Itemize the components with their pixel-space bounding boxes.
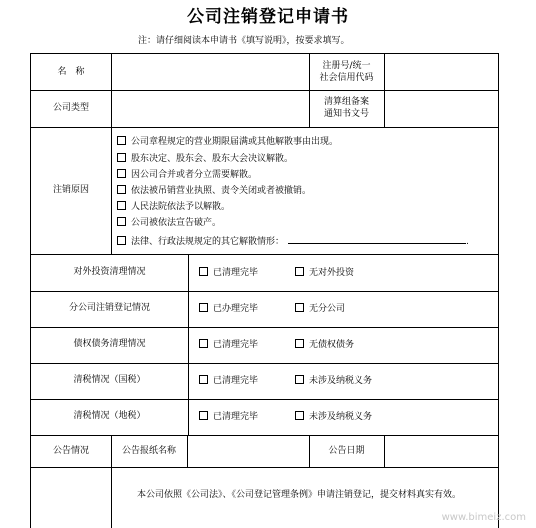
checkbox-icon[interactable] xyxy=(117,217,126,226)
checkbox-icon[interactable] xyxy=(295,375,304,384)
reg-no-label-line2: 社会信用代码 xyxy=(319,73,374,83)
checkbox-icon[interactable] xyxy=(295,267,304,276)
other-reason-blank[interactable] xyxy=(288,234,466,244)
check-option[interactable]: 无对外投资 xyxy=(295,267,354,279)
checkbox-icon[interactable] xyxy=(117,201,126,210)
checkbox-icon[interactable] xyxy=(199,411,208,420)
check-row-label: 债权债务清理情况 xyxy=(73,339,146,349)
notice-label: 公告情况 xyxy=(52,446,89,456)
name-label: 名 称 xyxy=(57,67,85,77)
col-divider xyxy=(188,254,189,435)
checkbox-icon[interactable] xyxy=(199,375,208,384)
notice-paper-label: 公告报纸名称 xyxy=(121,446,176,456)
row-divider xyxy=(31,399,498,400)
row-divider xyxy=(31,254,498,255)
watermark: www.bimeiz.com xyxy=(441,512,526,523)
reason-item[interactable]: 人民法院依法予以解散。 xyxy=(117,201,230,213)
reason-item[interactable]: 公司被依法宣告破产。 xyxy=(117,217,221,229)
declaration-statement: 本公司依照《公司法》、《公司登记管理条例》申请注销登记，提交材料真实有效。 xyxy=(137,490,462,500)
liquidation-label-line2: 通知书文号 xyxy=(323,109,369,119)
row-divider xyxy=(31,363,498,364)
check-option[interactable]: 已清理完毕 xyxy=(199,375,258,387)
checkbox-icon[interactable] xyxy=(295,303,304,312)
check-row-label: 清税情况（地税） xyxy=(73,411,146,421)
reason-item[interactable]: 依法被吊销营业执照、责令关闭或者被撤销。 xyxy=(117,185,311,197)
checkbox-icon[interactable] xyxy=(117,153,126,162)
check-option[interactable]: 未涉及纳税义务 xyxy=(295,375,372,387)
cancellation-reason-label: 注销原因 xyxy=(52,185,89,195)
checkbox-icon[interactable] xyxy=(295,339,304,348)
reg-no-field[interactable] xyxy=(385,55,497,89)
notice-paper-field[interactable] xyxy=(188,436,308,466)
liquidation-label-line1: 清算组备案 xyxy=(323,97,369,107)
check-row-label: 对外投资清理情况 xyxy=(73,267,146,277)
checkbox-icon[interactable] xyxy=(295,411,304,420)
check-option[interactable]: 无债权债务 xyxy=(295,339,354,351)
notice-date-label: 公告日期 xyxy=(328,446,365,456)
check-row-label: 分公司注销登记情况 xyxy=(68,303,150,313)
liquidation-no-field[interactable] xyxy=(385,91,497,126)
check-option[interactable]: 已清理完毕 xyxy=(199,339,258,351)
reg-no-label-line1: 注册号/统一 xyxy=(322,61,371,71)
reason-item[interactable]: 股东决定、股东会、股东大会决议解散。 xyxy=(117,153,293,165)
checkbox-icon[interactable] xyxy=(117,169,126,178)
company-type-field[interactable] xyxy=(112,91,308,126)
page-title: 公司注销登记申请书 xyxy=(187,7,349,27)
reason-item[interactable]: 法律、行政法规规定的其它解散情形： . xyxy=(117,234,469,248)
check-row-label: 清税情况（国税） xyxy=(73,375,146,385)
check-option[interactable]: 已清理完毕 xyxy=(199,267,258,279)
checkbox-icon[interactable] xyxy=(117,185,126,194)
application-form-table xyxy=(30,53,499,528)
row-divider xyxy=(31,467,498,468)
notice-date-field[interactable] xyxy=(385,436,497,466)
check-option[interactable]: 无分公司 xyxy=(295,303,345,315)
company-type-label: 公司类型 xyxy=(52,103,89,113)
checkbox-icon[interactable] xyxy=(117,136,126,145)
check-option[interactable]: 已清理完毕 xyxy=(199,411,258,423)
check-option[interactable]: 已办理完毕 xyxy=(199,303,258,315)
checkbox-icon[interactable] xyxy=(117,236,126,245)
row-divider xyxy=(31,327,498,328)
check-option[interactable]: 未涉及纳税义务 xyxy=(295,411,372,423)
row-divider xyxy=(31,127,498,128)
reason-item[interactable]: 公司章程规定的营业期限届满或其他解散事由出现。 xyxy=(117,136,338,148)
checkbox-icon[interactable] xyxy=(199,303,208,312)
row-divider xyxy=(31,291,498,292)
reason-item[interactable]: 因公司合并或者分立需要解散。 xyxy=(117,169,257,181)
checkbox-icon[interactable] xyxy=(199,339,208,348)
checkbox-icon[interactable] xyxy=(199,267,208,276)
fill-note: 注：请仔细阅读本申请书《填写说明》，按要求填写。 xyxy=(138,36,350,46)
name-field[interactable] xyxy=(112,55,308,89)
